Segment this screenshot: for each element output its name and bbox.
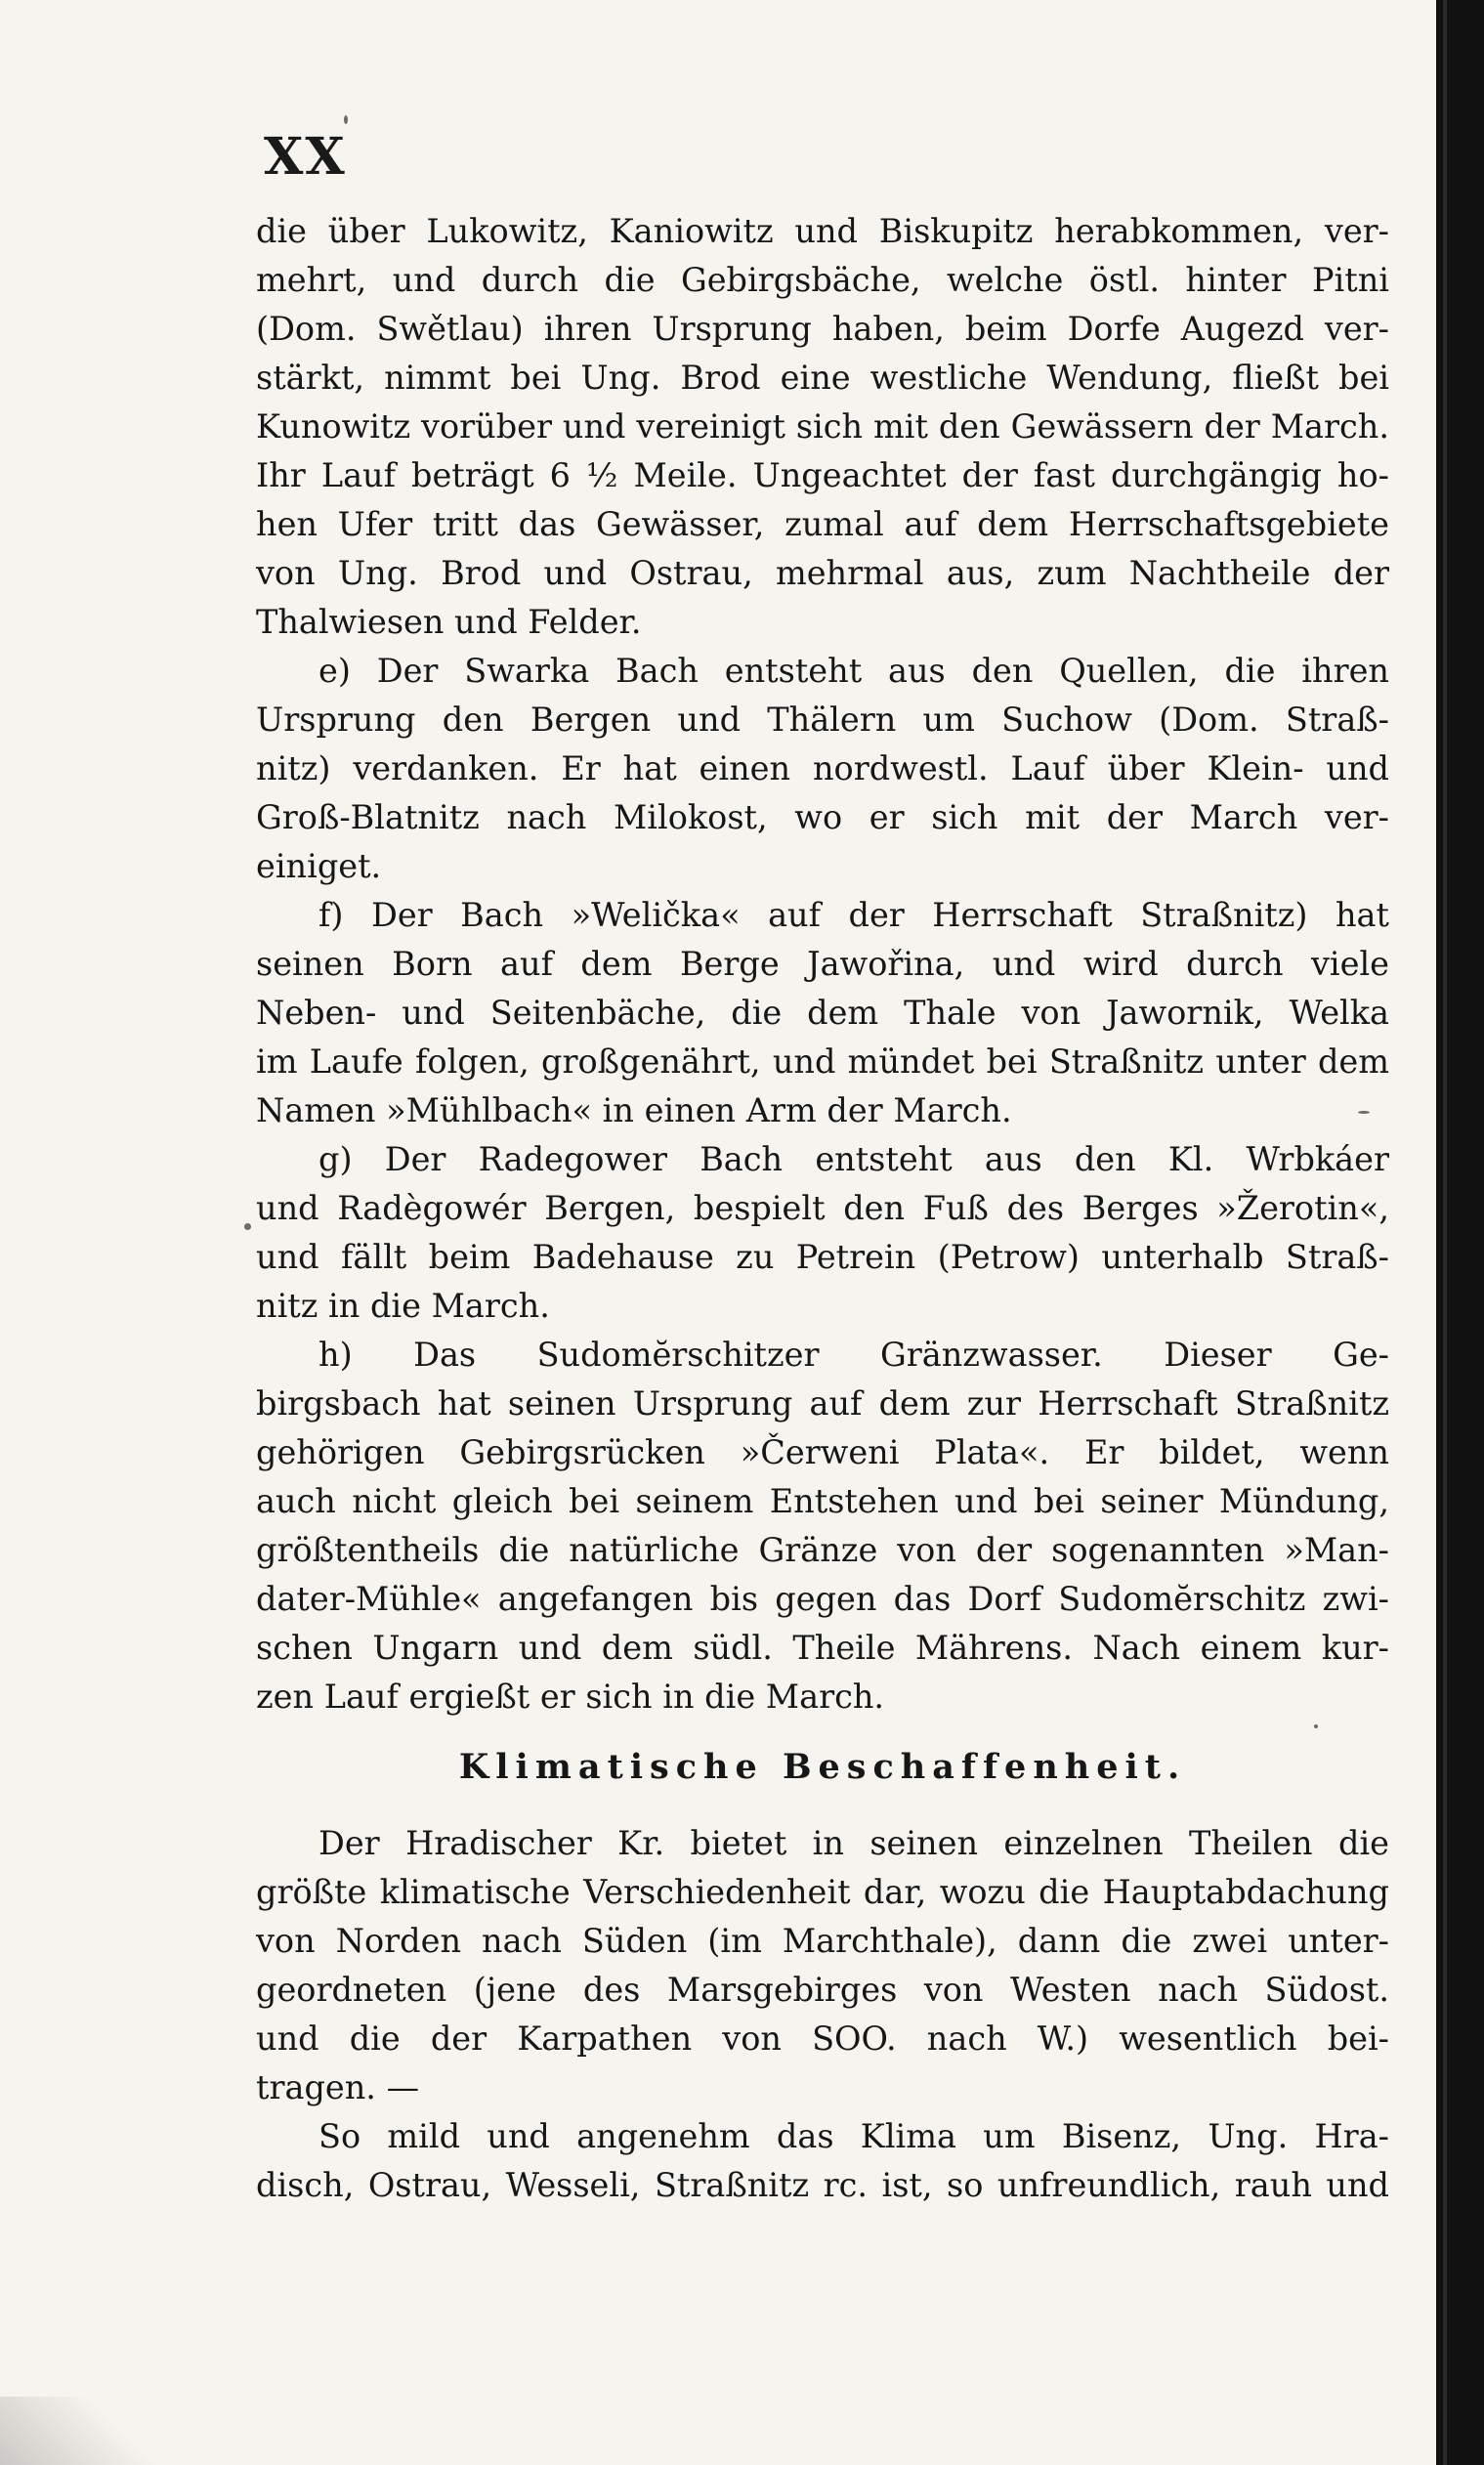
- text-line: stärkt, nimmt bei Ung. Brod eine westliche Wendung, fließt bei: [256, 359, 1389, 397]
- scan-speck: [1358, 1111, 1370, 1114]
- scan-smudge: [0, 2397, 156, 2465]
- text-line: schen Ungarn und dem südl. Theile Mährens. Nach einem kur-: [256, 1629, 1389, 1667]
- text-line: h) Das Sudomĕrschitzer Gränzwasser. Dieser Ge-: [318, 1336, 1389, 1374]
- text-line: nitz in die March.: [256, 1287, 550, 1325]
- scan-speck: [244, 1223, 251, 1230]
- text-line: disch, Ostrau, Wesseli, Straßnitz rc. ist, so unfreundlich, rauh und: [256, 2166, 1389, 2204]
- text-line: und fällt beim Badehause zu Petrein (Petrow) unterhalb Straß-: [256, 1238, 1389, 1276]
- section-heading: Klimatische Beschaffenheit.: [458, 1747, 1187, 1787]
- text-line: So mild und angenehm das Klima um Bisenz, Ung. Hra-: [318, 2117, 1389, 2155]
- text-line: f) Der Bach »Welička« auf der Herrschaft Straßnitz) hat: [318, 896, 1389, 934]
- scan-speck: [1314, 1724, 1318, 1728]
- text-line: seinen Born auf dem Berge Jawořina, und wird durch viele: [256, 945, 1389, 983]
- text-line: geordneten (jene des Marsgebirges von Westen nach Südost.: [256, 1971, 1389, 2009]
- text-line: Ihr Lauf beträgt 6 ½ Meile. Ungeachtet der fast durchgängig ho-: [256, 456, 1389, 494]
- text-line: Ursprung den Bergen und Thälern um Suchow (Dom. Straß-: [256, 701, 1389, 739]
- text-line: Thalwiesen und Felder.: [256, 603, 642, 641]
- text-line: größte klimatische Verschiedenheit dar, wozu die Hauptabdachung: [256, 1873, 1389, 1911]
- scan-border: [1436, 0, 1484, 2465]
- body-text-before-heading: [256, 207, 1389, 1721]
- text-line: birgsbach hat seinen Ursprung auf dem zur Herrschaft Straßnitz: [256, 1384, 1389, 1423]
- text-line: und Radègowér Bergen, bespielt den Fuß des Berges »Žerotin«,: [256, 1189, 1389, 1227]
- text-line: nitz) verdanken. Er hat einen nordwestl. Lauf über Klein- und: [256, 749, 1389, 787]
- text-line: Namen »Mühlbach« in einen Arm der March.: [256, 1091, 1012, 1129]
- text-line: hen Ufer tritt das Gewässer, zumal auf dem Herrschaftsgebiete: [256, 505, 1389, 543]
- text-line: Neben- und Seitenbäche, die dem Thale von Jawornik, Welka: [256, 994, 1389, 1032]
- text-line: (Dom. Swětlau) ihren Ursprung haben, beim Dorfe Augezd ver-: [256, 310, 1389, 348]
- text-line: im Laufe folgen, großgenährt, und mündet bei Straßnitz unter dem: [256, 1042, 1389, 1081]
- body-text-after-heading: [256, 1819, 1389, 2210]
- text-line: Kunowitz vorüber und vereinigt sich mit den Gewässern der March.: [256, 407, 1389, 446]
- text-line: g) Der Radegower Bach entsteht aus den Kl. Wrbkáer: [318, 1140, 1389, 1178]
- text-line: Groß-Blatnitz nach Milokost, wo er sich mit der March ver-: [256, 798, 1389, 836]
- text-line: größtentheils die natürliche Gränze von der sogenannten »Man-: [256, 1531, 1389, 1569]
- text-line: von Norden nach Süden (im Marchthale), dann die zwei unter-: [256, 1922, 1389, 1960]
- text-line: tragen. —: [256, 2068, 420, 2106]
- text-line: und die der Karpathen von SOO. nach W.) wesentlich bei-: [256, 2019, 1389, 2058]
- text-line: auch nicht gleich bei seinem Entstehen und bei seiner Mündung,: [256, 1482, 1389, 1520]
- text-line: mehrt, und durch die Gebirgsbäche, welche östl. hinter Pitni: [256, 261, 1389, 299]
- text-line: die über Lukowitz, Kaniowitz und Biskupitz herabkommen, ver-: [256, 212, 1389, 250]
- text-line: zen Lauf ergießt er sich in die March.: [256, 1678, 885, 1716]
- text-line: einiget.: [256, 847, 382, 885]
- text-line: dater-Mühle« angefangen bis gegen das Dorf Sudomĕrschitz zwi-: [256, 1580, 1389, 1618]
- page-number: XX: [264, 127, 347, 187]
- text-line: gehörigen Gebirgsrücken »Čerweni Plata«. Er bildet, wenn: [256, 1433, 1389, 1471]
- text-line: e) Der Swarka Bach entsteht aus den Quellen, die ihren: [318, 652, 1389, 690]
- scan-border-line: [1443, 0, 1447, 2465]
- page-body: [256, 207, 1389, 2210]
- text-line: Der Hradischer Kr. bietet in seinen einzelnen Theilen die: [318, 1824, 1389, 1862]
- text-line: von Ung. Brod und Ostrau, mehrmal aus, zum Nachtheile der: [256, 554, 1389, 592]
- scan-speck: [344, 115, 348, 124]
